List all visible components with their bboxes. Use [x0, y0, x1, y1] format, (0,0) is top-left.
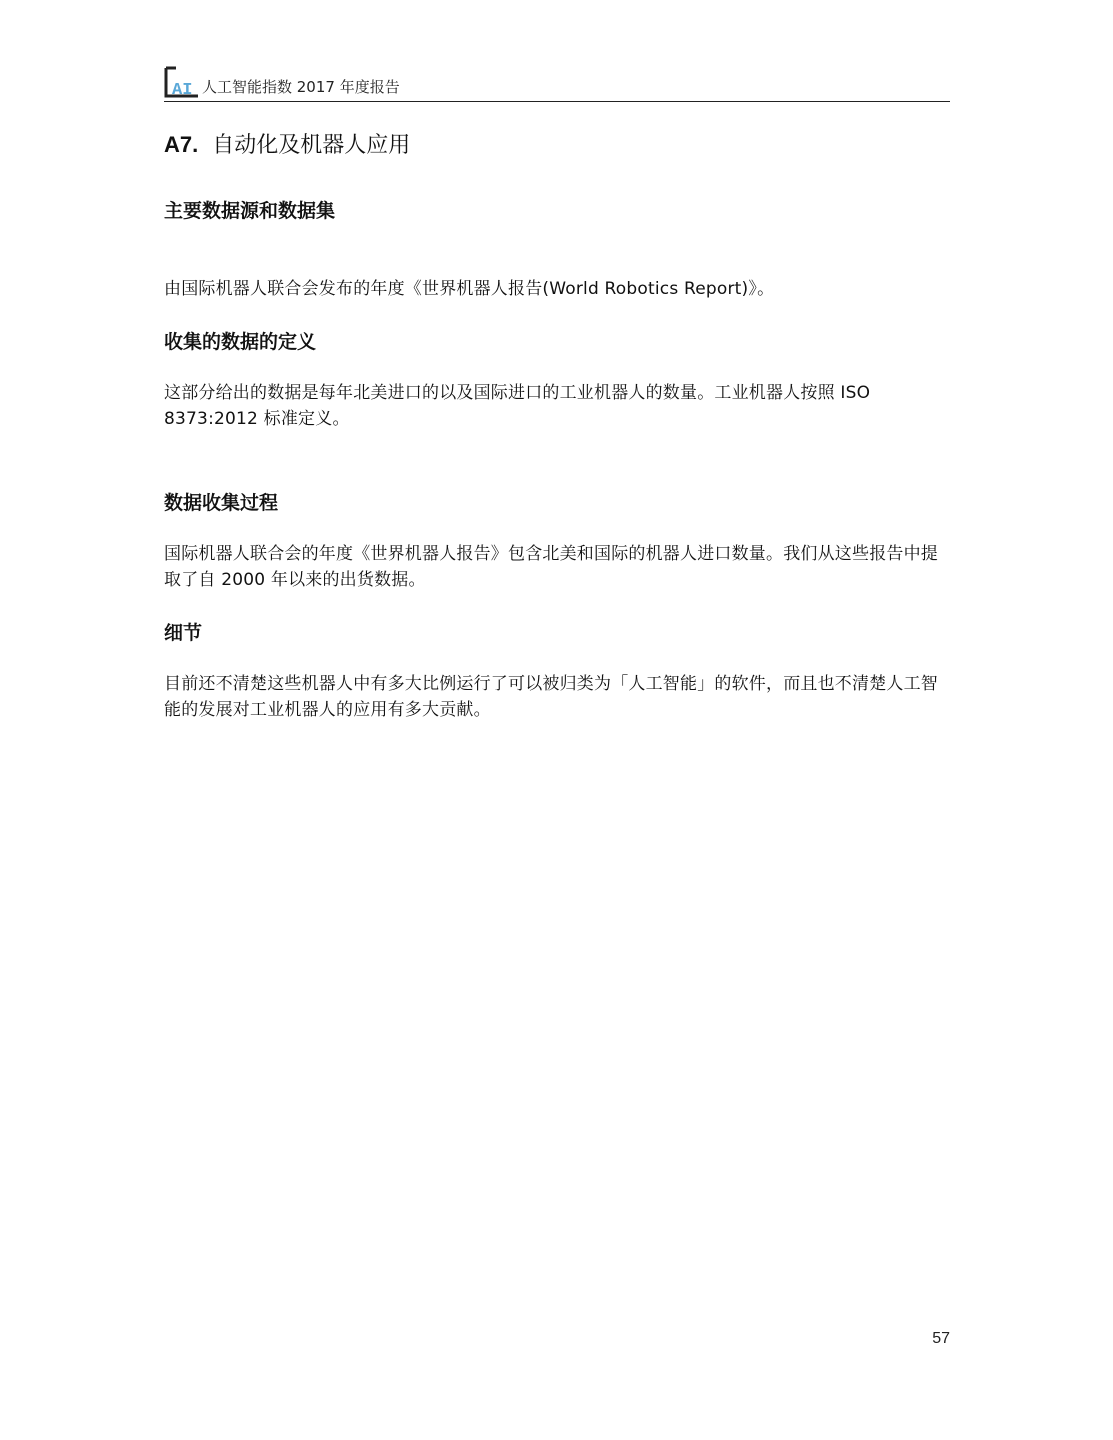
paragraph-collection-process: 国际机器人联合会的年度《世界机器人报告》包含北美和国际的机器人进口数量。我们从这些报告中提取了自 2000 年以来的出货数据。	[164, 544, 938, 590]
document-body	[164, 128, 950, 723]
section-title-text: 自动化及机器人应用	[212, 133, 411, 158]
report-title: 人工智能指数 2017 年度报告	[202, 78, 400, 96]
ai-index-logo	[164, 66, 200, 98]
page-number: 57	[932, 1330, 950, 1347]
page-header	[164, 62, 950, 102]
paragraph-details: 目前还不清楚这些机器人中有多大比例运行了可以被归类为「人工智能」的软件，而且也不清楚人工智能的发展对工业机器人的应用有多大贡献。	[164, 674, 938, 720]
heading-data-definition: 收集的数据的定义	[164, 331, 317, 353]
heading-data-sources: 主要数据源和数据集	[164, 200, 336, 222]
section-number: A7.	[164, 132, 199, 157]
paragraph-data-sources: 由国际机器人联合会发布的年度《世界机器人报告(World Robotics Report)》。	[164, 279, 775, 299]
logo-text: AI	[172, 81, 193, 98]
section-title	[164, 128, 950, 163]
paragraph-data-definition: 这部分给出的数据是每年北美进口的以及国际进口的工业机器人的数量。工业机器人按照 ISO 8373:2012 标准定义。	[164, 383, 871, 429]
heading-details: 细节	[164, 622, 203, 644]
heading-collection-process: 数据收集过程	[164, 492, 279, 514]
